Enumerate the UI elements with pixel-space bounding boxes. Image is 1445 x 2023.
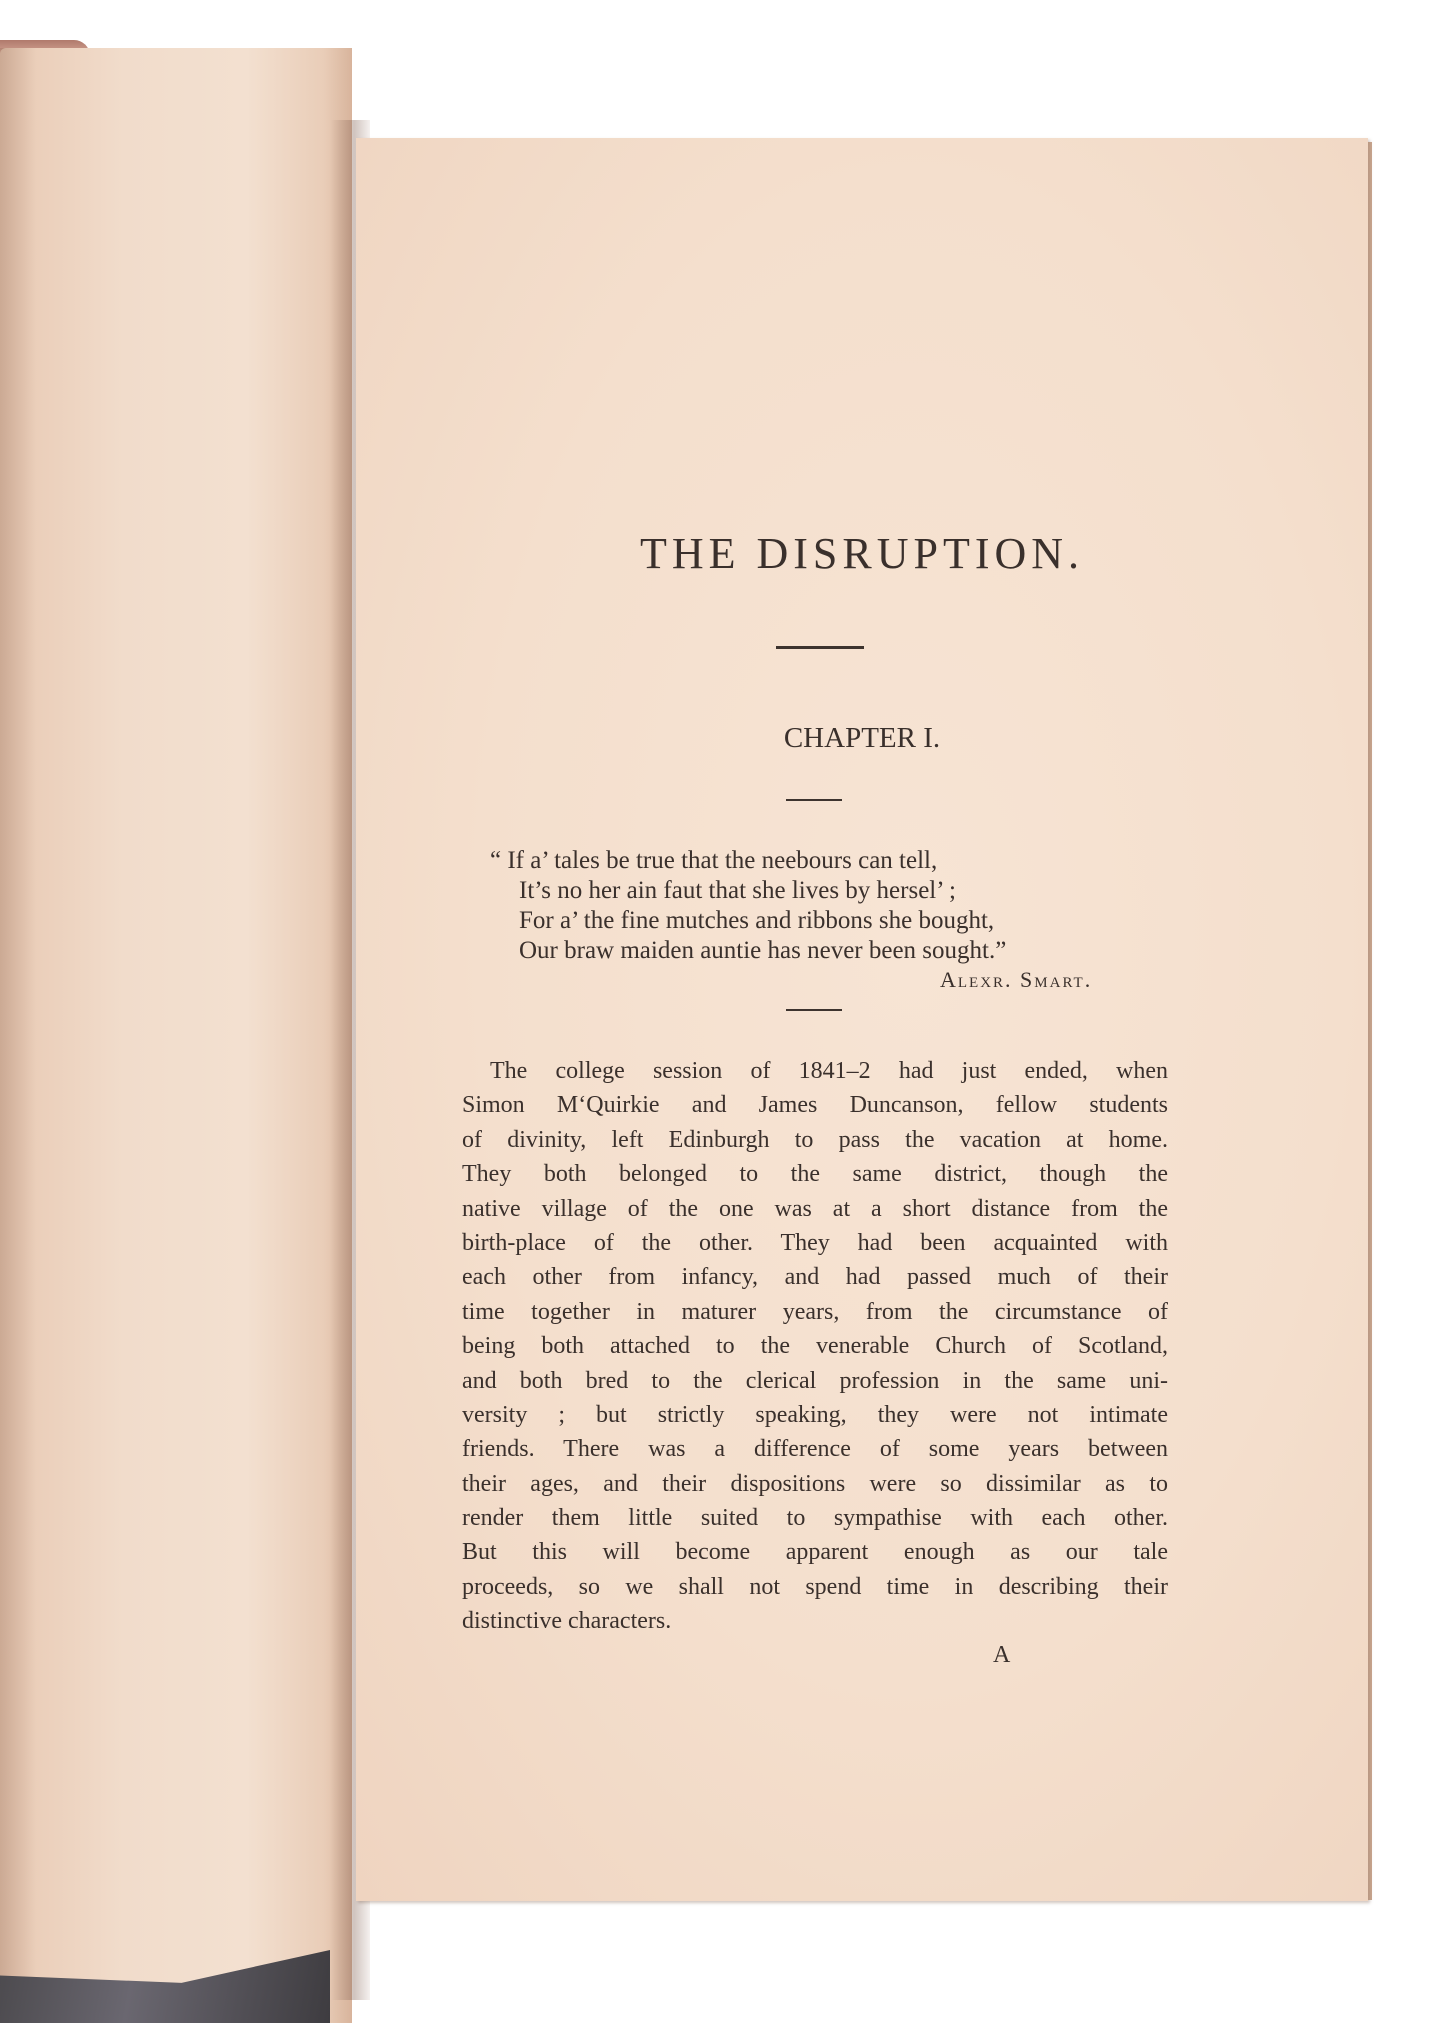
book-title: THE DISRUPTION. bbox=[639, 529, 1085, 578]
body-line: their ages, and their dispositions were so dissimilar as to bbox=[462, 1470, 1168, 1497]
body-line: friends. There was a difference of some years between bbox=[462, 1436, 1168, 1463]
page-content bbox=[356, 0, 1368, 2023]
body-line: They both belonged to the same district, though the bbox=[462, 1161, 1168, 1188]
body-line: The college session of 1841–2 had just ended, when bbox=[490, 1058, 1168, 1084]
body-line: being both attached to the venerable Church of Scotland, bbox=[462, 1333, 1168, 1360]
epigraph-line: It’s no her ain faut that she lives by hersel’ ; bbox=[519, 877, 956, 904]
epigraph-rule bbox=[786, 1009, 842, 1011]
body-line: time together in maturer years, from the circumstance of bbox=[462, 1298, 1168, 1325]
body-line: proceeds, so we shall not spend time in describing their bbox=[462, 1573, 1168, 1600]
body-line: distinctive characters. bbox=[462, 1608, 672, 1635]
epigraph-attribution: Alexr. Smart. bbox=[940, 967, 1093, 992]
body-line: But this will become apparent enough as our tale bbox=[462, 1539, 1168, 1566]
body-line: Simon M‘Quirkie and James Duncanson, fellow students bbox=[462, 1092, 1168, 1119]
left-page-shadow bbox=[0, 48, 36, 2023]
body-line: birth-place of the other. They had been acquainted with bbox=[462, 1229, 1168, 1256]
body-paragraph bbox=[462, 1054, 1168, 1639]
body-line: native village of the one was at a short distance from the bbox=[462, 1195, 1168, 1222]
body-line: render them little suited to sympathise with each other. bbox=[462, 1505, 1168, 1532]
body-line: and both bred to the clerical profession in the same uni- bbox=[462, 1367, 1168, 1394]
title-rule bbox=[776, 646, 864, 649]
epigraph-line: Our braw maiden auntie has never been sought.” bbox=[519, 937, 1007, 964]
epigraph-line: For a’ the fine mutches and ribbons she bought, bbox=[519, 907, 995, 934]
body-line: versity ; but strictly speaking, they were not intimate bbox=[462, 1401, 1168, 1428]
signature-mark: A bbox=[993, 1642, 1011, 1668]
epigraph-line: “ If a’ tales be true that the neebours can tell, bbox=[490, 847, 938, 874]
chapter-rule bbox=[786, 799, 842, 801]
body-line: of divinity, left Edinburgh to pass the vacation at home. bbox=[462, 1126, 1168, 1153]
body-line: each other from infancy, and had passed much of their bbox=[462, 1264, 1168, 1291]
left-blank-page bbox=[0, 48, 352, 2023]
chapter-heading: CHAPTER I. bbox=[783, 722, 941, 754]
